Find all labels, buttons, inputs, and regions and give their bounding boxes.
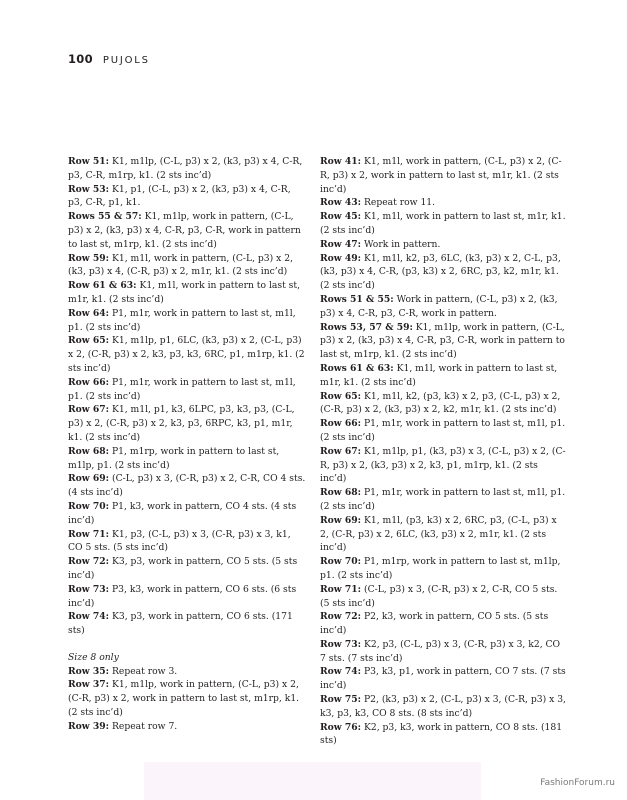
watermark: FashionForum.ru: [540, 778, 615, 788]
instruction-row: [320, 252, 566, 293]
row-text: K1, m1lp, (C-L, p3) x 2, (k3, p3) x 4, C-R, p3, C-R, m1rp, k1. (2 sts inc’d): [68, 156, 303, 181]
row-text: Repeat row 11.: [361, 197, 436, 209]
instruction-row: [320, 514, 566, 555]
row-text: K2, p3, k3, work in pattern, CO 8 sts. (181 sts): [320, 721, 563, 747]
row-text: K1, p3, (C-L, p3) x 3, (C-R, p3) x 3, k1, CO 5 sts. (5 sts inc’d): [68, 528, 291, 554]
instruction-row: [68, 528, 308, 556]
instruction-row: [320, 486, 566, 514]
row-label: Row 39:: [68, 720, 110, 732]
row-label: Row 64:: [68, 307, 110, 319]
row-label: Row 70:: [68, 500, 110, 512]
page-header: [68, 52, 150, 66]
row-text: P3, k3, p1, work in pattern, CO 7 sts. (7 sts inc’d): [320, 666, 566, 692]
row-text: K1, m1lp, p1, 6LC, (k3, p3) x 2, (C-L, p3) x 2, (C-R, p3) x 2, k3, p3, k3, 6RC, p1, m1rp, k1. (2 sts inc’d): [68, 335, 305, 374]
row-label: Row 35:: [68, 665, 110, 677]
row-text: K1, m1l, work in pattern to last st, m1r, k1. (2 sts inc’d): [68, 280, 301, 305]
footer-band: [144, 762, 481, 800]
row-label: Row 61 & 63:: [68, 280, 137, 292]
row-label: Row 43:: [320, 197, 362, 209]
row-label: Row 71:: [320, 583, 362, 595]
row-text: K1, m1l, work in pattern, (C-L, p3) x 2, (k3, p3) x 4, (C-R, p3) x 2, m1r, k1. (2 sts inc’d): [68, 252, 294, 278]
row-label: Row 66:: [68, 376, 110, 388]
row-text: K1, m1l, work in pattern, (C-L, p3) x 2, (C-R, p3) x 2, work in pattern to last st, m1r, k1. (2 sts inc’d): [320, 156, 562, 195]
row-label: Row 66:: [320, 418, 362, 430]
row-text: Repeat row 3.: [109, 665, 178, 677]
row-label: Row 74:: [68, 611, 110, 623]
instruction-row: [68, 445, 308, 473]
row-label: Row 74:: [320, 666, 362, 678]
row-text: P1, m1rp, work in pattern to last st, m1lp, p1. (2 sts inc’d): [68, 445, 280, 471]
right-instructions: [320, 155, 566, 748]
row-label: Row 75:: [320, 694, 362, 706]
row-label: Rows 61 & 63:: [320, 362, 394, 374]
row-text: K1, m1lp, work in pattern, (C-L, p3) x 2, (k3, p3) x 4, C-R, p3, C-R, work in pattern to last st, m1rp, k1. (2 sts inc’d): [320, 321, 565, 361]
row-label: Row 68:: [68, 445, 110, 457]
row-label: Row 51:: [68, 156, 110, 167]
row-label: Row 67:: [68, 404, 110, 416]
row-label: Row 65:: [320, 390, 362, 402]
row-label: Row 67:: [320, 445, 362, 457]
row-label: Row 53:: [68, 183, 110, 195]
row-text: P2, k3, work in pattern, CO 5 sts. (5 sts inc’d): [320, 611, 549, 637]
instruction-row: [68, 555, 308, 583]
instruction-row: [320, 362, 566, 390]
instruction-row: [68, 155, 308, 183]
row-text: K1, m1l, k2, (p3, k3) x 2, p3, (C-L, p3) x 2, (C-R, p3) x 2, (k3, p3) x 2, k2, m1r, k1. (2 sts inc’d): [320, 390, 561, 416]
instruction-row: [68, 210, 308, 251]
row-text: Work in pattern, (C-L, p3) x 2, (k3, p3) x 4, C-R, p3, C-R, work in pattern.: [320, 293, 558, 319]
row-label: Row 76:: [320, 721, 362, 733]
row-label: Row 68:: [320, 487, 362, 499]
row-text: P1, k3, work in pattern, CO 4 sts. (4 sts inc’d): [68, 500, 297, 526]
row-label: Row 65:: [68, 335, 110, 347]
row-text: K1, m1l, work in pattern to last st, m1r, k1. (2 sts inc’d): [320, 211, 566, 236]
row-text: K1, p1, (C-L, p3) x 2, (k3, p3) x 4, C-R, p3, C-R, p1, k1.: [68, 183, 291, 209]
row-text: P1, m1rp, work in pattern to last st, m1lp, p1. (2 sts inc’d): [320, 556, 561, 581]
instruction-row: [68, 183, 308, 211]
row-text: K3, p3, work in pattern, CO 6 sts. (171 sts): [68, 611, 293, 637]
instruction-row: [68, 665, 308, 679]
row-label: Row 73:: [68, 583, 110, 595]
instruction-row: [68, 583, 308, 611]
row-text: P2, (k3, p3) x 2, (C-L, p3) x 3, (C-R, p3) x 3, k3, p3, k3, CO 8 sts. (8 sts inc’d): [320, 694, 566, 719]
instruction-row: [320, 555, 566, 583]
row-text: Work in pattern.: [361, 238, 441, 250]
row-text: P3, k3, work in pattern, CO 6 sts. (6 sts inc’d): [68, 583, 297, 609]
row-label: Row 45:: [320, 211, 362, 223]
instruction-row: [320, 638, 566, 666]
row-text: K1, m1lp, work in pattern, (C-L, p3) x 2, (k3, p3) x 4, C-R, p3, C-R, work in pattern to last st, m1rp, k1. (2 sts inc’d): [68, 211, 301, 250]
instruction-row: [320, 610, 566, 638]
instruction-row: [68, 307, 308, 335]
size-instructions: [68, 665, 308, 734]
row-text: K1, m1l, work in pattern to last st, m1r, k1. (2 sts inc’d): [320, 362, 558, 388]
instruction-row: [320, 445, 566, 486]
instruction-row: [68, 720, 308, 734]
instruction-row: [320, 238, 566, 252]
instruction-row: [68, 610, 308, 638]
instruction-row: [320, 693, 566, 721]
instruction-row: [68, 472, 308, 500]
row-label: Row 59:: [68, 252, 110, 264]
row-label: Rows 53, 57 & 59:: [320, 321, 413, 333]
instruction-row: [68, 376, 308, 404]
row-label: Row 72:: [320, 611, 362, 623]
row-text: K1, m1l, k2, p3, 6LC, (k3, p3) x 2, C-L, p3, (k3, p3) x 4, C-R, (p3, k3) x 2, 6RC, p3, k2, m1r, k1. (2 sts inc’d): [320, 252, 561, 292]
row-text: K1, m1l, p1, k3, 6LPC, p3, k3, p3, (C-L, p3) x 2, (C-R, p3) x 2, k3, p3, 6RPC, k3, p1, m1r, k1. (2 sts inc’d): [68, 404, 295, 443]
row-text: P1, m1r, work in pattern to last st, m1l, p1. (2 sts inc’d): [68, 307, 296, 333]
row-text: (C-L, p3) x 3, (C-R, p3) x 2, C-R, CO 5 sts. (5 sts inc’d): [320, 583, 558, 609]
instruction-row: [320, 417, 566, 445]
instruction-row: [68, 279, 308, 307]
row-text: P1, m1r, work in pattern to last st, m1l, p1. (2 sts inc’d): [68, 376, 296, 402]
instruction-row: [68, 500, 308, 528]
instruction-row: [320, 196, 566, 210]
row-label: Row 72:: [68, 556, 110, 568]
row-label: Row 37:: [68, 679, 110, 691]
row-text: K1, m1lp, work in pattern, (C-L, p3) x 2, (C-R, p3) x 2, work in pattern to last st, m1rp, k1. (2 sts inc’d): [68, 679, 300, 719]
running-title: PUJOLS: [102, 55, 150, 66]
row-text: K2, p3, (C-L, p3) x 3, (C-R, p3) x 3, k2, CO 7 sts. (7 sts inc’d): [320, 638, 561, 664]
row-label: Rows 55 & 57:: [68, 211, 142, 223]
row-text: P1, m1r, work in pattern to last st, m1l, p1. (2 sts inc’d): [320, 418, 566, 443]
row-text: K1, m1lp, p1, (k3, p3) x 3, (C-L, p3) x 2, (C-R, p3) x 2, (k3, p3) x 2, k3, p1, m1rp, k1. (2 sts inc’d): [320, 445, 566, 485]
instruction-row: [68, 334, 308, 375]
page-number: 100: [68, 52, 93, 66]
row-text: K3, p3, work in pattern, CO 5 sts. (5 sts inc’d): [68, 556, 298, 581]
row-label: Row 49:: [320, 252, 362, 264]
row-text: Repeat row 7.: [109, 720, 178, 732]
row-text: P1, m1r, work in pattern to last st, m1l, p1. (2 sts inc’d): [320, 487, 566, 512]
instruction-row: [68, 678, 308, 719]
row-label: Row 71:: [68, 528, 110, 540]
instruction-row: [320, 155, 566, 196]
row-label: Row 70:: [320, 556, 362, 568]
instruction-row: [320, 583, 566, 611]
row-label: Row 47:: [320, 238, 362, 250]
right-column: [320, 155, 566, 748]
row-label: Row 73:: [320, 638, 362, 650]
size-heading: Size 8 only: [68, 651, 119, 663]
instruction-row: [320, 321, 566, 362]
instruction-row: [68, 252, 308, 280]
instruction-row: [320, 721, 566, 749]
row-text: (C-L, p3) x 3, (C-R, p3) x 2, C-R, CO 4 sts. (4 sts inc’d): [68, 473, 306, 499]
row-text: K1, m1l, (p3, k3) x 2, 6RC, p3, (C-L, p3) x 2, (C-R, p3) x 2, 6LC, (k3, p3) x 2, m1r, k1. (2 sts inc’d): [320, 514, 557, 554]
instruction-row: [68, 403, 308, 444]
row-label: Row 41:: [320, 156, 362, 167]
left-instructions: [68, 155, 308, 638]
instruction-row: [320, 665, 566, 693]
instruction-row: [320, 210, 566, 238]
instruction-row: [320, 390, 566, 418]
row-label: Row 69:: [320, 514, 362, 526]
row-label: Rows 51 & 55:: [320, 293, 394, 305]
row-label: Row 69:: [68, 473, 110, 485]
left-column: [68, 155, 308, 734]
instruction-row: [320, 293, 566, 321]
